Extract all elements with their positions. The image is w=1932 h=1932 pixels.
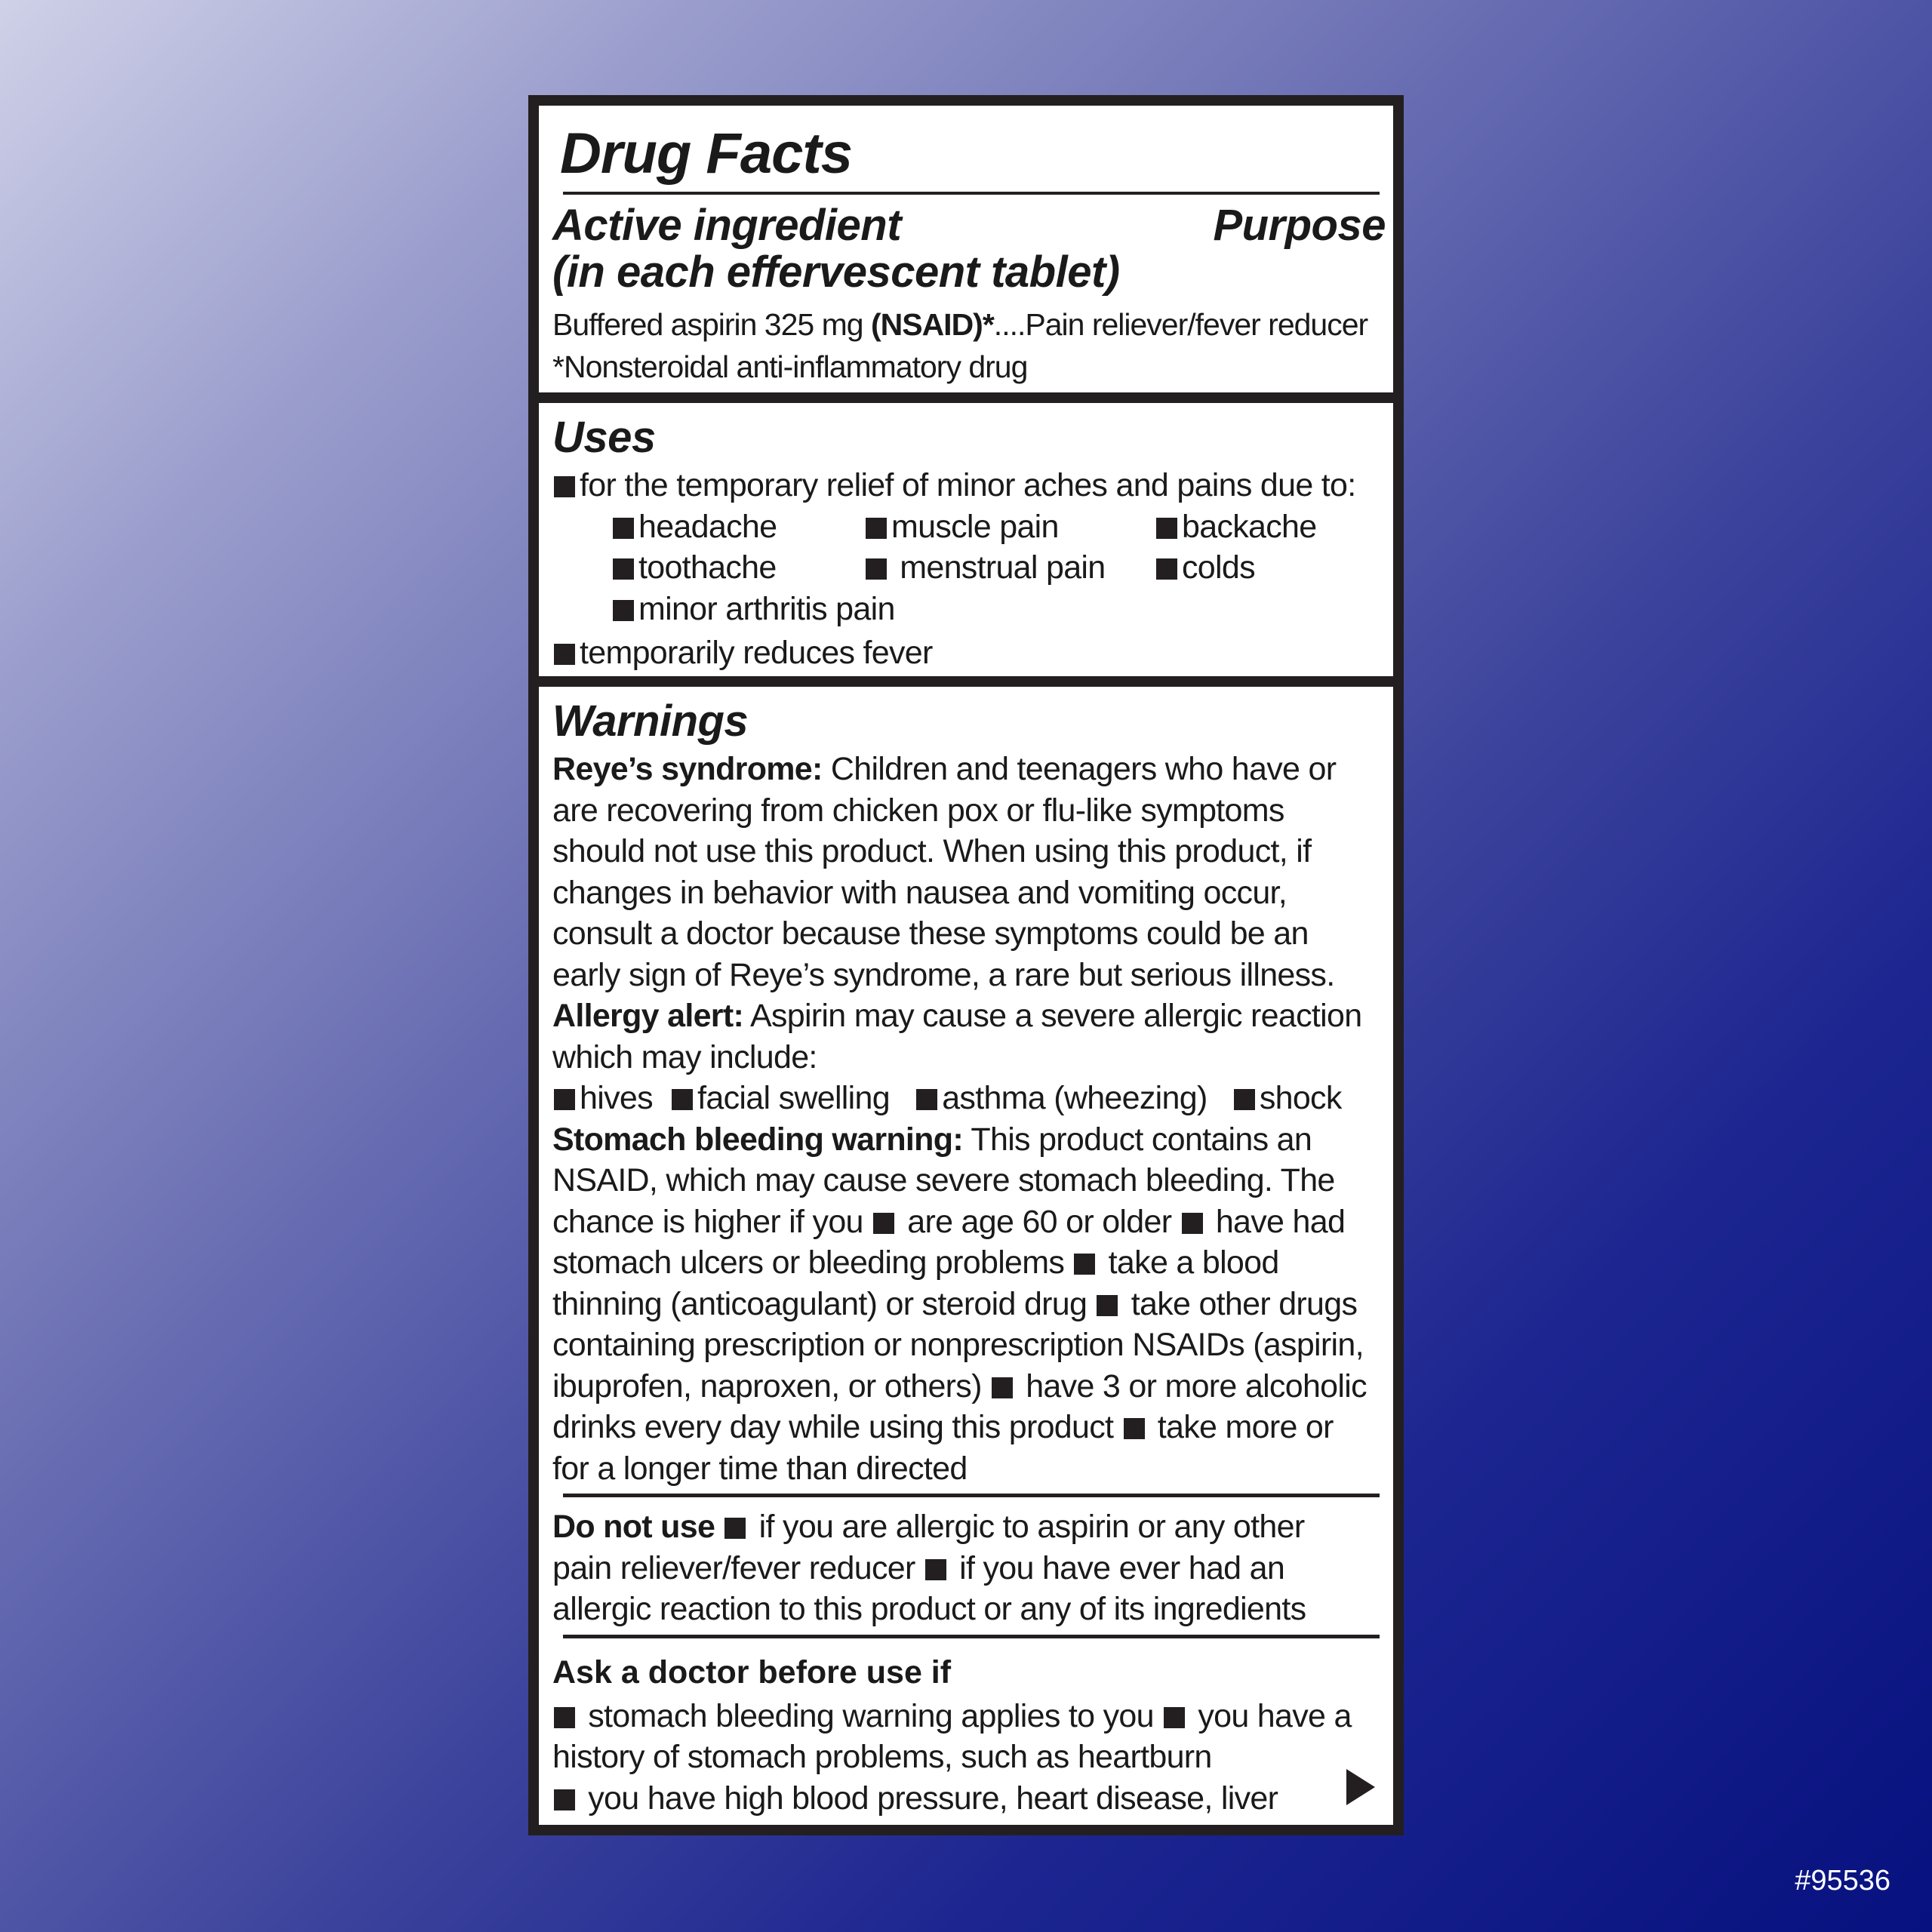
- reye-label: Reye’s syndrome:: [552, 751, 823, 787]
- stomach-line: containing prescription or nonprescription NSAIDs (aspirin,: [552, 1327, 1364, 1363]
- square-bullet-icon: [613, 558, 634, 580]
- active-ingredient-section: [539, 106, 1393, 392]
- square-bullet-icon: [866, 558, 887, 580]
- list-item: [1155, 547, 1351, 589]
- uses-section: [539, 403, 1393, 676]
- active-ingredient-subheading: (in each effervescent tablet): [552, 248, 1120, 297]
- list-item-label: colds: [1182, 549, 1255, 586]
- stomach-text: are age 60 or older: [899, 1203, 1180, 1240]
- list-item-label: muscle pain: [891, 508, 1059, 545]
- warnings-divider: [563, 1494, 1380, 1497]
- do-not-use-label: Do not use: [552, 1509, 715, 1545]
- square-bullet-icon: [554, 476, 575, 497]
- square-bullet-icon: [1182, 1213, 1203, 1234]
- ask-doctor-line: [552, 1696, 1386, 1737]
- reye-text: Children and teenagers who have or: [822, 751, 1337, 787]
- stomach-line: [552, 1119, 1386, 1161]
- ingredient-name: Buffered aspirin 325 mg: [552, 307, 871, 342]
- list-item-label: backache: [1182, 508, 1317, 545]
- stomach-line: for a longer time than directed: [552, 1450, 968, 1487]
- ask-doctor: [552, 1641, 1386, 1820]
- do-not-use-line: [552, 1548, 1386, 1589]
- square-bullet-icon: [1124, 1418, 1145, 1439]
- warnings-section: [539, 687, 1393, 1825]
- list-item: hives: [580, 1080, 653, 1116]
- ask-doctor-text: stomach bleeding warning applies to you: [580, 1697, 1163, 1734]
- ingredient-line: [552, 303, 1386, 346]
- reye-line: should not use this product. When using this product, if: [552, 833, 1312, 869]
- stomach-text: drinks every day while using this product: [552, 1409, 1122, 1445]
- square-bullet-icon: [554, 1789, 575, 1810]
- list-item-label: minor arthritis pain: [638, 590, 895, 627]
- stomach-text: have 3 or more alcoholic: [1017, 1367, 1367, 1404]
- list-item-label: menstrual pain: [891, 549, 1106, 586]
- purpose-heading: Purpose: [1213, 201, 1386, 250]
- uses-heading: Uses: [552, 413, 656, 462]
- active-heading-row: [552, 202, 1386, 249]
- reye-line: early sign of Reye’s syndrome, a rare but serious illness.: [552, 956, 1335, 993]
- stomach-warning: [552, 1119, 1386, 1490]
- square-bullet-icon: [992, 1377, 1013, 1398]
- list-item: [611, 547, 864, 589]
- allergy-label: Allergy alert:: [552, 998, 744, 1034]
- ingredient-purpose: ....Pain reliever/fever reducer: [993, 307, 1368, 342]
- stomach-text: This product contains an: [962, 1121, 1312, 1158]
- stomach-text: take a blood: [1100, 1244, 1279, 1281]
- square-bullet-icon: [1156, 558, 1177, 580]
- square-bullet-icon: [1097, 1295, 1118, 1316]
- stomach-line: [552, 1366, 1386, 1407]
- square-bullet-icon: [554, 1707, 575, 1728]
- list-item: [864, 506, 1155, 548]
- square-bullet-icon: [613, 518, 634, 539]
- stomach-text: ibuprofen, naproxen, or others): [552, 1367, 990, 1404]
- title-divider: [563, 192, 1380, 195]
- drug-facts-panel: [528, 95, 1404, 1835]
- stomach-text: stomach ulcers or bleeding problems: [552, 1244, 1073, 1281]
- allergy-line: [552, 995, 1386, 1037]
- stomach-line: [552, 1201, 1386, 1243]
- do-not-use-divider: [563, 1635, 1380, 1638]
- stomach-text: take more or: [1149, 1409, 1334, 1445]
- stomach-line: [552, 1242, 1386, 1284]
- reye-line: [552, 749, 1386, 790]
- do-not-use-text: if you are allergic to aspirin or any other: [750, 1509, 1305, 1545]
- square-bullet-icon: [672, 1089, 693, 1110]
- do-not-use: [552, 1500, 1386, 1630]
- reye-line: changes in behavior with nausea and vomiting occur,: [552, 874, 1287, 911]
- square-bullet-icon: [1156, 518, 1177, 539]
- list-item: [1155, 506, 1351, 548]
- square-bullet-icon: [1234, 1089, 1255, 1110]
- reye-line: are recovering from chicken pox or flu-like symptoms: [552, 792, 1284, 829]
- ask-doctor-text: you have a: [1189, 1697, 1352, 1734]
- uses-fever-text: temporarily reduces fever: [580, 635, 933, 671]
- uses-fever: [552, 632, 1386, 674]
- reye-line: consult a doctor because these symptoms could be an: [552, 915, 1309, 952]
- uses-intro-text: for the temporary relief of minor aches and pains due to:: [580, 467, 1356, 503]
- stomach-text: chance is higher if you: [552, 1203, 872, 1240]
- stomach-text: have had: [1207, 1203, 1346, 1240]
- uses-list: [552, 506, 1386, 589]
- drug-facts-title: Drug Facts: [560, 122, 852, 186]
- ask-doctor-line: [552, 1778, 1386, 1820]
- square-bullet-icon: [925, 1559, 946, 1580]
- square-bullet-icon: [613, 600, 634, 621]
- list-item: [552, 589, 1386, 630]
- sku-label: #95536: [1795, 1865, 1890, 1897]
- stomach-line: NSAID, which may cause severe stomach bleeding. The: [552, 1162, 1335, 1198]
- warnings-heading: Warnings: [552, 697, 749, 746]
- square-bullet-icon: [916, 1089, 937, 1110]
- list-item: [611, 506, 864, 548]
- list-item: [864, 547, 1155, 589]
- list-item: shock: [1259, 1080, 1342, 1116]
- square-bullet-icon: [1164, 1707, 1185, 1728]
- ask-doctor-heading: Ask a doctor before use if: [552, 1654, 952, 1690]
- list-item: asthma (wheezing): [942, 1080, 1208, 1116]
- ask-doctor-text: you have high blood pressure, heart disease, liver: [580, 1780, 1278, 1817]
- square-bullet-icon: [554, 644, 575, 665]
- list-item-label: toothache: [638, 549, 777, 586]
- ingredient-footnote: *Nonsteroidal anti-inflammatory drug: [552, 349, 1028, 384]
- reye-warning: [552, 749, 1386, 995]
- stomach-text: thinning (anticoagulant) or steroid drug: [552, 1285, 1096, 1322]
- list-item-label: headache: [638, 508, 777, 545]
- uses-intro: [552, 465, 1386, 506]
- do-not-use-text: pain reliever/fever reducer: [552, 1549, 924, 1586]
- allergy-items: [552, 1078, 1386, 1119]
- square-bullet-icon: [724, 1518, 746, 1539]
- allergy-text: Aspirin may cause a severe allergic reaction: [743, 998, 1362, 1034]
- allergy-line: which may include:: [552, 1038, 817, 1075]
- do-not-use-line: [552, 1506, 1386, 1548]
- list-item: facial swelling: [697, 1080, 890, 1116]
- do-not-use-text: if you have ever had an: [950, 1549, 1285, 1586]
- drug-facts-inner: [539, 106, 1393, 1825]
- square-bullet-icon: [866, 518, 887, 539]
- stomach-line: [552, 1407, 1386, 1448]
- ingredient-class: (NSAID)*: [870, 307, 994, 342]
- square-bullet-icon: [1074, 1254, 1095, 1275]
- allergy-alert: [552, 995, 1386, 1119]
- stomach-line: [552, 1284, 1386, 1325]
- square-bullet-icon: [873, 1213, 894, 1234]
- active-ingredient-heading: Active ingredient: [552, 201, 902, 250]
- do-not-use-line: allergic reaction to this product or any of its ingredients: [552, 1591, 1306, 1627]
- ask-doctor-line: history of stomach problems, such as heartburn: [552, 1739, 1212, 1775]
- stomach-text: take other drugs: [1122, 1285, 1358, 1322]
- continue-arrow-icon: [1346, 1769, 1375, 1805]
- square-bullet-icon: [554, 1089, 575, 1110]
- stomach-label: Stomach bleeding warning:: [552, 1121, 963, 1158]
